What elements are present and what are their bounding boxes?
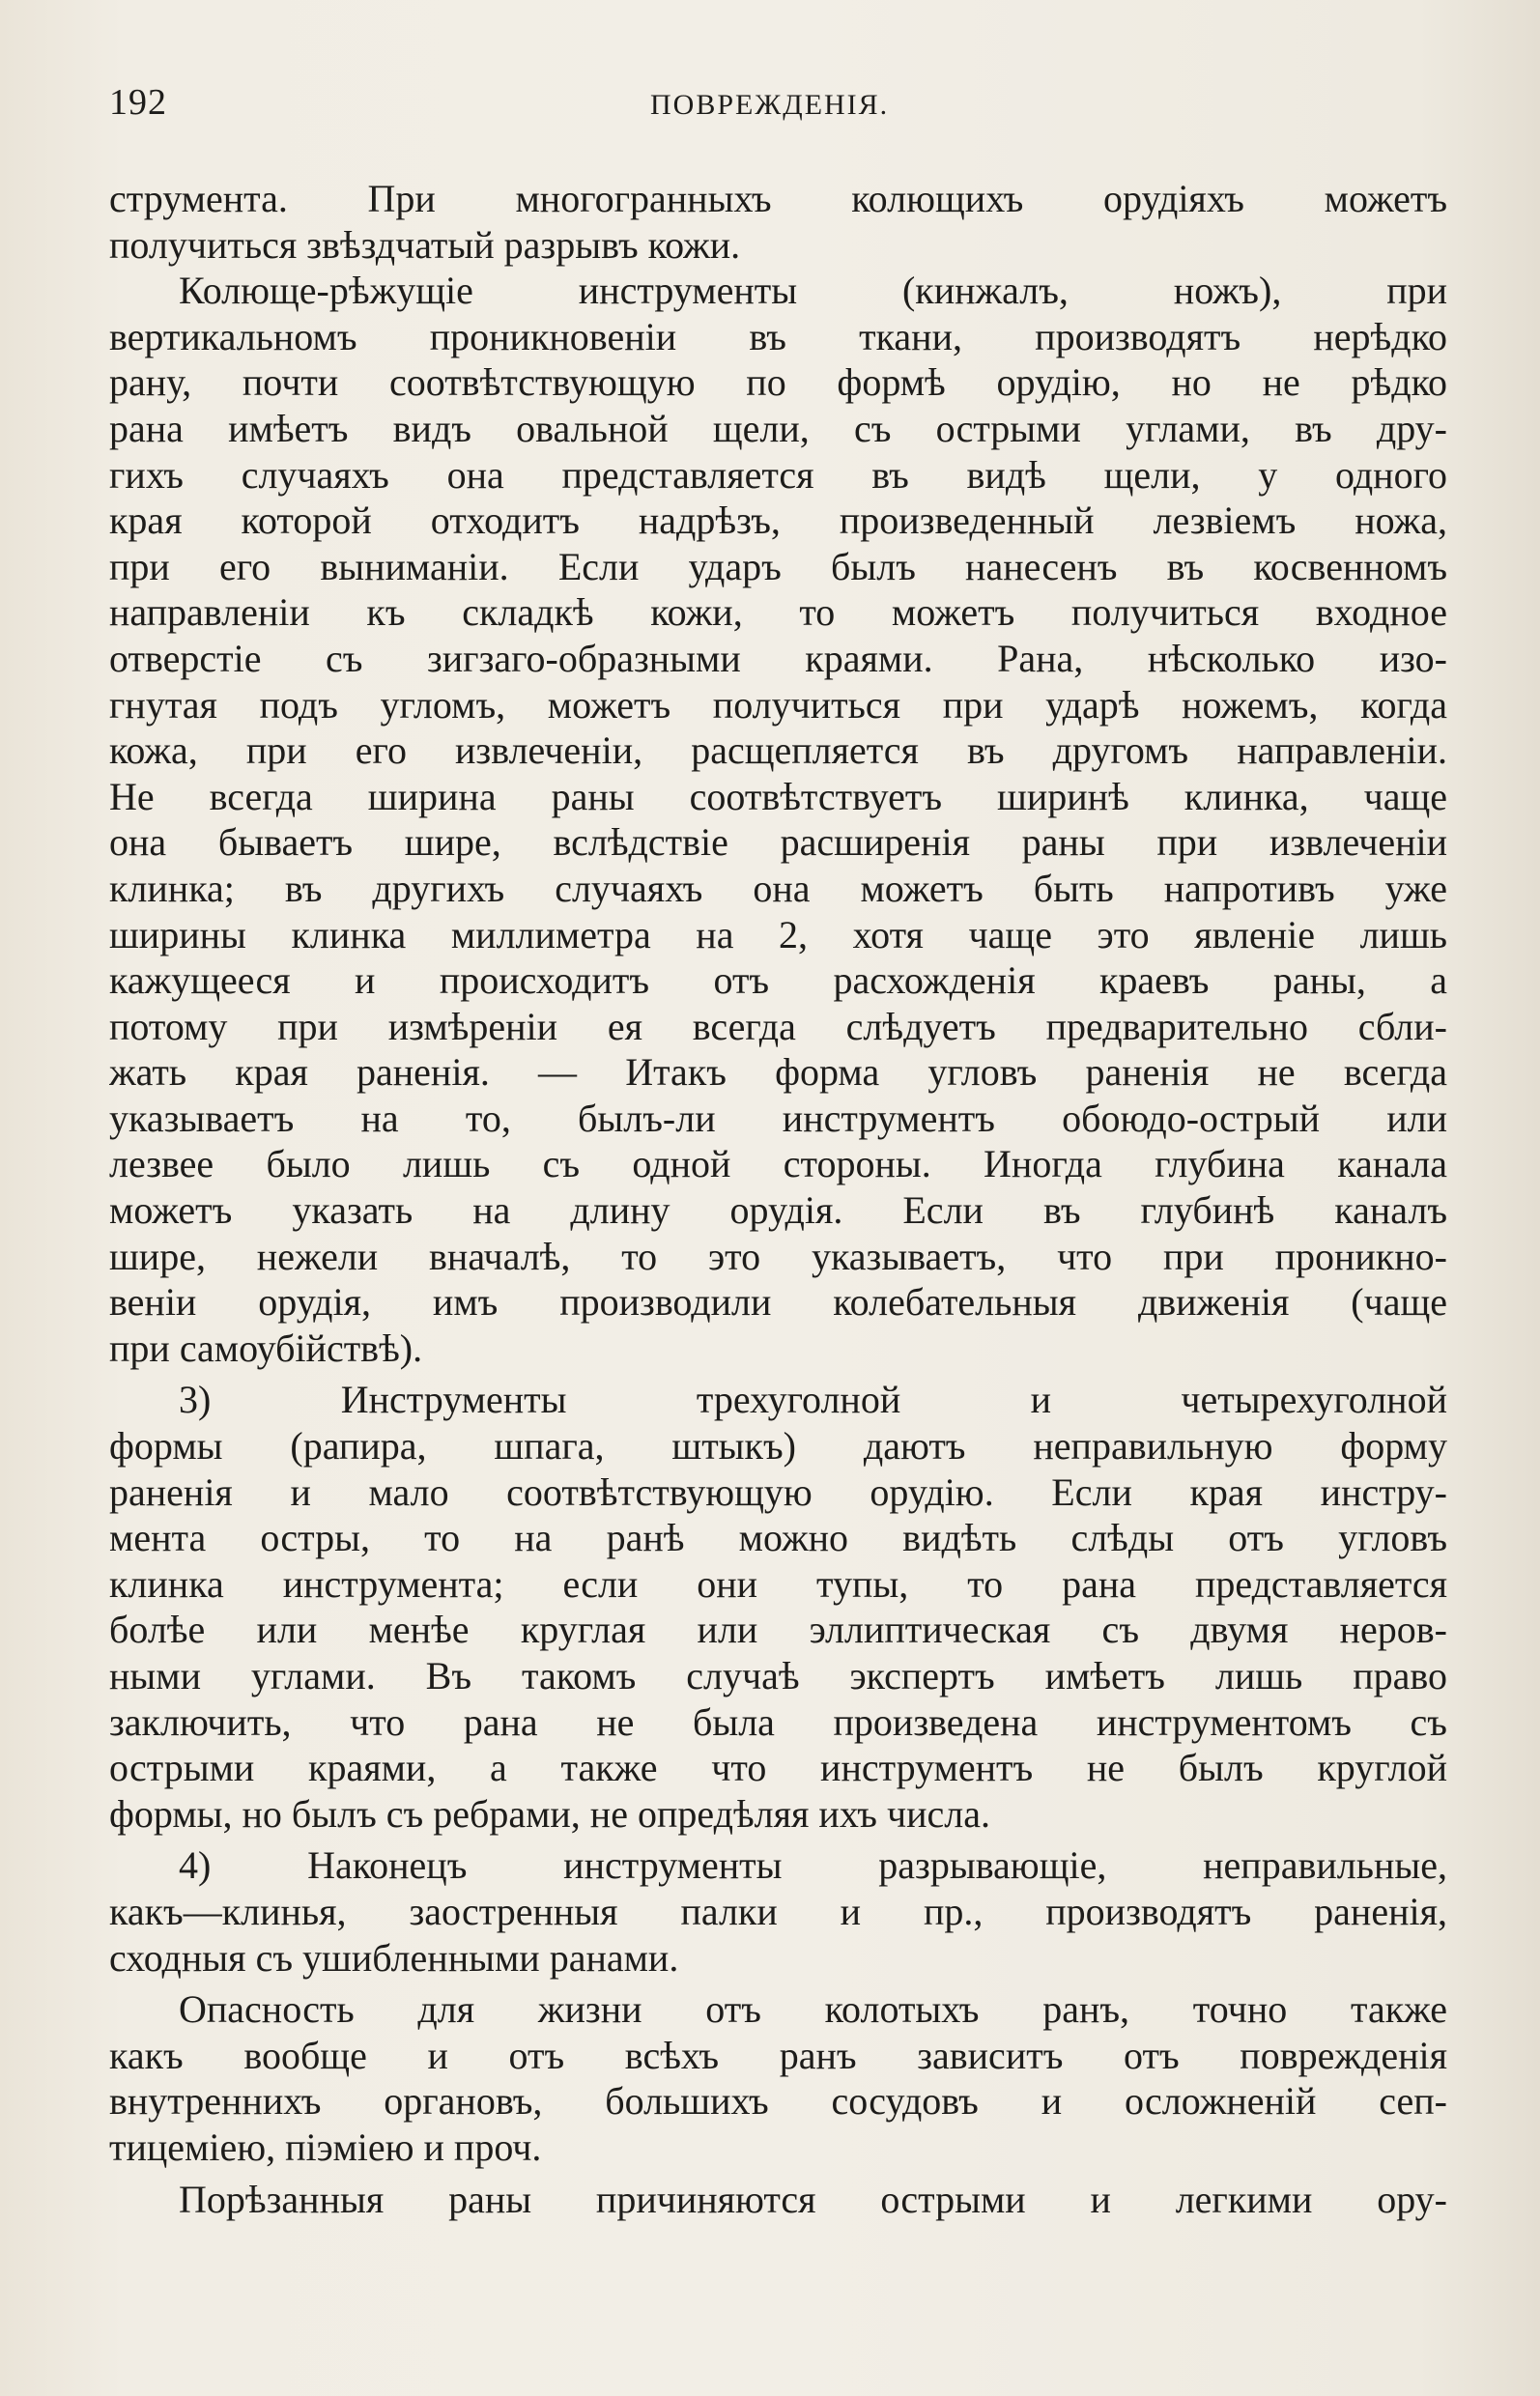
text-line: ширины клинка миллиметра на 2, хотя чаще это явленіе лишь <box>109 912 1447 956</box>
text-line: мента остры, то на ранѣ можно видѣть слѣды отъ угловъ <box>109 1516 1447 1560</box>
text-line: болѣе или менѣе круглая или эллиптическая съ двумя неров- <box>109 1608 1447 1652</box>
text-line: формы, но былъ съ ребрами, не опредѣляя ихъ числа. <box>109 1791 990 1836</box>
page-header <box>109 81 1442 135</box>
text-line: Не всегда ширина раны соотвѣтствуетъ ширинѣ клинка, чаще <box>109 774 1447 818</box>
text-line: лезвее было лишь съ одной стороны. Иногда глубина канала <box>109 1142 1447 1186</box>
text-line: при самоубійствѣ). <box>109 1326 423 1370</box>
text-line: внутреннихъ органовъ, большихъ сосудовъ и осложненій сеп- <box>109 2079 1447 2124</box>
text-line: какъ—клинья, заостренныя палки и пр., производятъ раненія, <box>109 1889 1447 1933</box>
text-line: шире, нежели вначалѣ, то это указываетъ, что при проникно- <box>109 1234 1447 1278</box>
text-line: ными углами. Въ такомъ случаѣ экспертъ имѣетъ лишь право <box>109 1654 1447 1697</box>
text-line: заключить, что рана не была произведена инструментомъ съ <box>109 1699 1447 1744</box>
text-line: можетъ указать на длину орудія. Если въ глубинѣ каналъ <box>109 1188 1447 1233</box>
text-line: вертикальномъ проникновеніи въ ткани, производятъ нерѣдко <box>109 314 1447 358</box>
page-number: 192 <box>109 82 167 123</box>
text-line: кожа, при его извлеченіи, расщепляется въ другомъ направленіи. <box>109 728 1447 773</box>
text-line: отверстіе съ зигзаго-образными краями. Рана, нѣсколько изо- <box>109 636 1447 680</box>
text-line: раненія и мало соотвѣтствующую орудію. Если края инстру- <box>109 1469 1447 1514</box>
text-line: острыми краями, а также что инструментъ не былъ круглой <box>109 1746 1447 1790</box>
text-line: веніи орудія, имъ производили колебательныя движенія (чаще <box>109 1280 1447 1325</box>
text-line: жать края раненія. — Итакъ форма угловъ раненія не всегда <box>109 1050 1447 1095</box>
paragraph-first-line: Колюще-рѣжущіе инструменты (кинжалъ, ножъ), при <box>179 269 1447 313</box>
text-line: рана имѣетъ видъ овальной щели, съ острыми углами, въ дру- <box>109 406 1447 450</box>
paragraph-first-line: 4) Наконецъ инструменты разрывающіе, неправильные, <box>179 1843 1447 1888</box>
text-line: формы (рапира, шпага, штыкъ) даютъ неправильную форму <box>109 1424 1447 1469</box>
text-line: потому при измѣреніи ея всегда слѣдуетъ предварительно сбли- <box>109 1004 1447 1048</box>
text-line: клинка; въ другихъ случаяхъ она можетъ быть напротивъ уже <box>109 866 1447 910</box>
text-line: гихъ случаяхъ она представляется въ видѣ щели, у одного <box>109 452 1447 497</box>
text-line: указываетъ на то, былъ-ли инструментъ обоюдо-острый или <box>109 1096 1447 1140</box>
text-line: рану, почти соотвѣтствующую по формѣ орудію, но не рѣдко <box>109 360 1447 405</box>
text-line: гнутая подъ угломъ, можетъ получиться при ударѣ ножемъ, когда <box>109 682 1447 727</box>
paragraph-first-line: 3) Инструменты трехуголной и четырехуголной <box>179 1378 1447 1422</box>
text-line: сходныя съ ушибленными ранами. <box>109 1935 679 1980</box>
text-line: тицеміею, піэміею и проч. <box>109 2125 542 2169</box>
text-line: направленіи къ складкѣ кожи, то можетъ получиться входное <box>109 590 1447 635</box>
text-line: клинка инструмента; если они тупы, то рана представляется <box>109 1561 1447 1606</box>
text-line: получиться звѣздчатый разрывъ кожи. <box>109 222 741 267</box>
text-line: кажущееся и происходитъ отъ расхожденія краевъ раны, а <box>109 958 1447 1003</box>
text-line: струмента. При многогранныхъ колющихъ орудіяхъ можетъ <box>109 177 1447 220</box>
body-text <box>109 176 1447 2222</box>
paragraph-first-line: Порѣзанныя раны причиняются острыми и легкими ору- <box>179 2177 1447 2221</box>
text-line: при его выниманіи. Если ударъ былъ нанесенъ въ косвенномъ <box>109 544 1447 588</box>
text-line: она бываетъ шире, вслѣдствіе расширенія раны при извлеченіи <box>109 820 1447 865</box>
running-title: ПОВРЕЖДЕНІЯ. <box>650 89 890 121</box>
text-line: края которой отходитъ надрѣзъ, произведенный лезвіемъ ножа, <box>109 499 1447 543</box>
paragraph-first-line: Опасность для жизни отъ колотыхъ ранъ, точно также <box>179 1987 1447 2032</box>
text-line: какъ вообще и отъ всѣхъ ранъ зависитъ отъ поврежденія <box>109 2033 1447 2077</box>
